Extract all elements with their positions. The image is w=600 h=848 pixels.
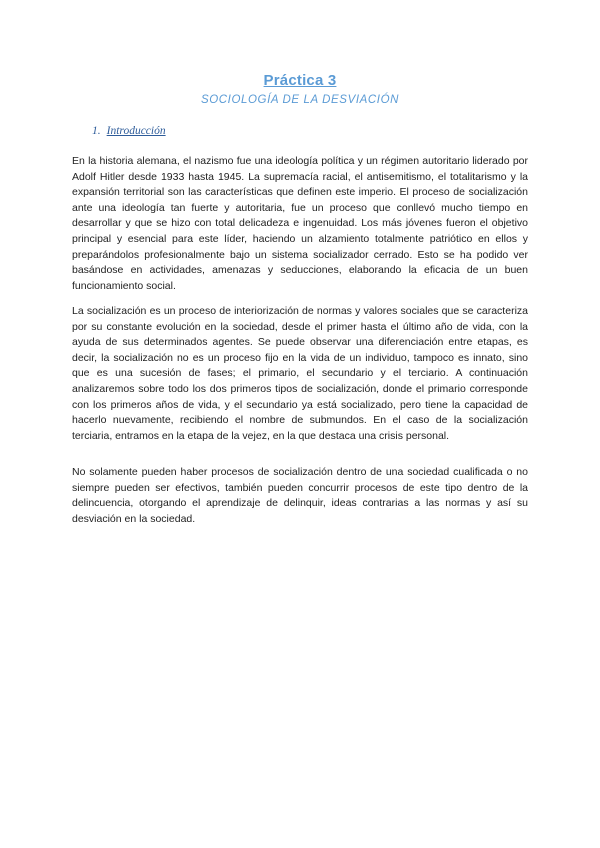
paragraph-1: En la historia alemana, el nazismo fue una ideología política y un régimen autoritario liderado por Adolf Hitler desde 1933 hasta 1945. La supremacía racial, el antisemitismo, el totalitarismo y la expansión territorial son las características que definen este imperio. El proceso de socialización ante una ideología tan fuerte y autoritaria, fue un proceso que conllevó mucho tiempo en desarrollar y que se hizo con total delicadeza e ingenuidad. Los más jóvenes fueron el objetivo principal y esencial para este líder, haciendo un alzamiento totalmente patriótico en ellos y preparándolos profesionalmente bajo un sistema socializador cerrado. Esto se ha podido ver basándose en actividades, amenazas y seducciones, elaborando la eficacia de un buen funcionamiento social. xyxy=(72,155,528,292)
document-subtitle: SOCIOLOGÍA DE LA DESVIACIÓN xyxy=(200,94,400,106)
paragraph-3: No solamente pueden haber procesos de socialización dentro de una sociedad cualificada o no siempre pueden ser efectivos, también pueden concurrir procesos de este tipo dentro de la delincuencia, otorgando el aprendizaje de delinquir, ideas contrarias a las normas y así su desviación en la sociedad. xyxy=(72,466,528,525)
paragraph-2: La socialización es un proceso de interiorización de normas y valores sociales que se caracteriza por su constante evolución en la sociedad, desde el primer hasta el último año de vida, con la ayuda de sus determinados agentes. Se puede observar una diferenciación entre etapas, es decir, la socialización no es un proceso fijo en la vida de un individuo, tampoco es innato, sino que es una sucesión de fases; el primario, el secundario y el terciario. A continuación analizaremos sobre todo los dos primeros tipos de socialización, donde el primario corresponde con los primeros años de vida, y el secundario ya está socializado, pero tiene la capacidad de hacerlo nuevamente, recibiendo el nombre de submundos. En el caso de la socialización terciaria, entramos en la etapa de la vejez, en la que destaca una crisis personal. xyxy=(72,305,528,442)
section-number: 1. xyxy=(92,125,101,137)
document-title: Práctica 3 xyxy=(263,72,337,89)
section-heading xyxy=(92,125,166,137)
section-label: Introducción xyxy=(106,125,166,137)
